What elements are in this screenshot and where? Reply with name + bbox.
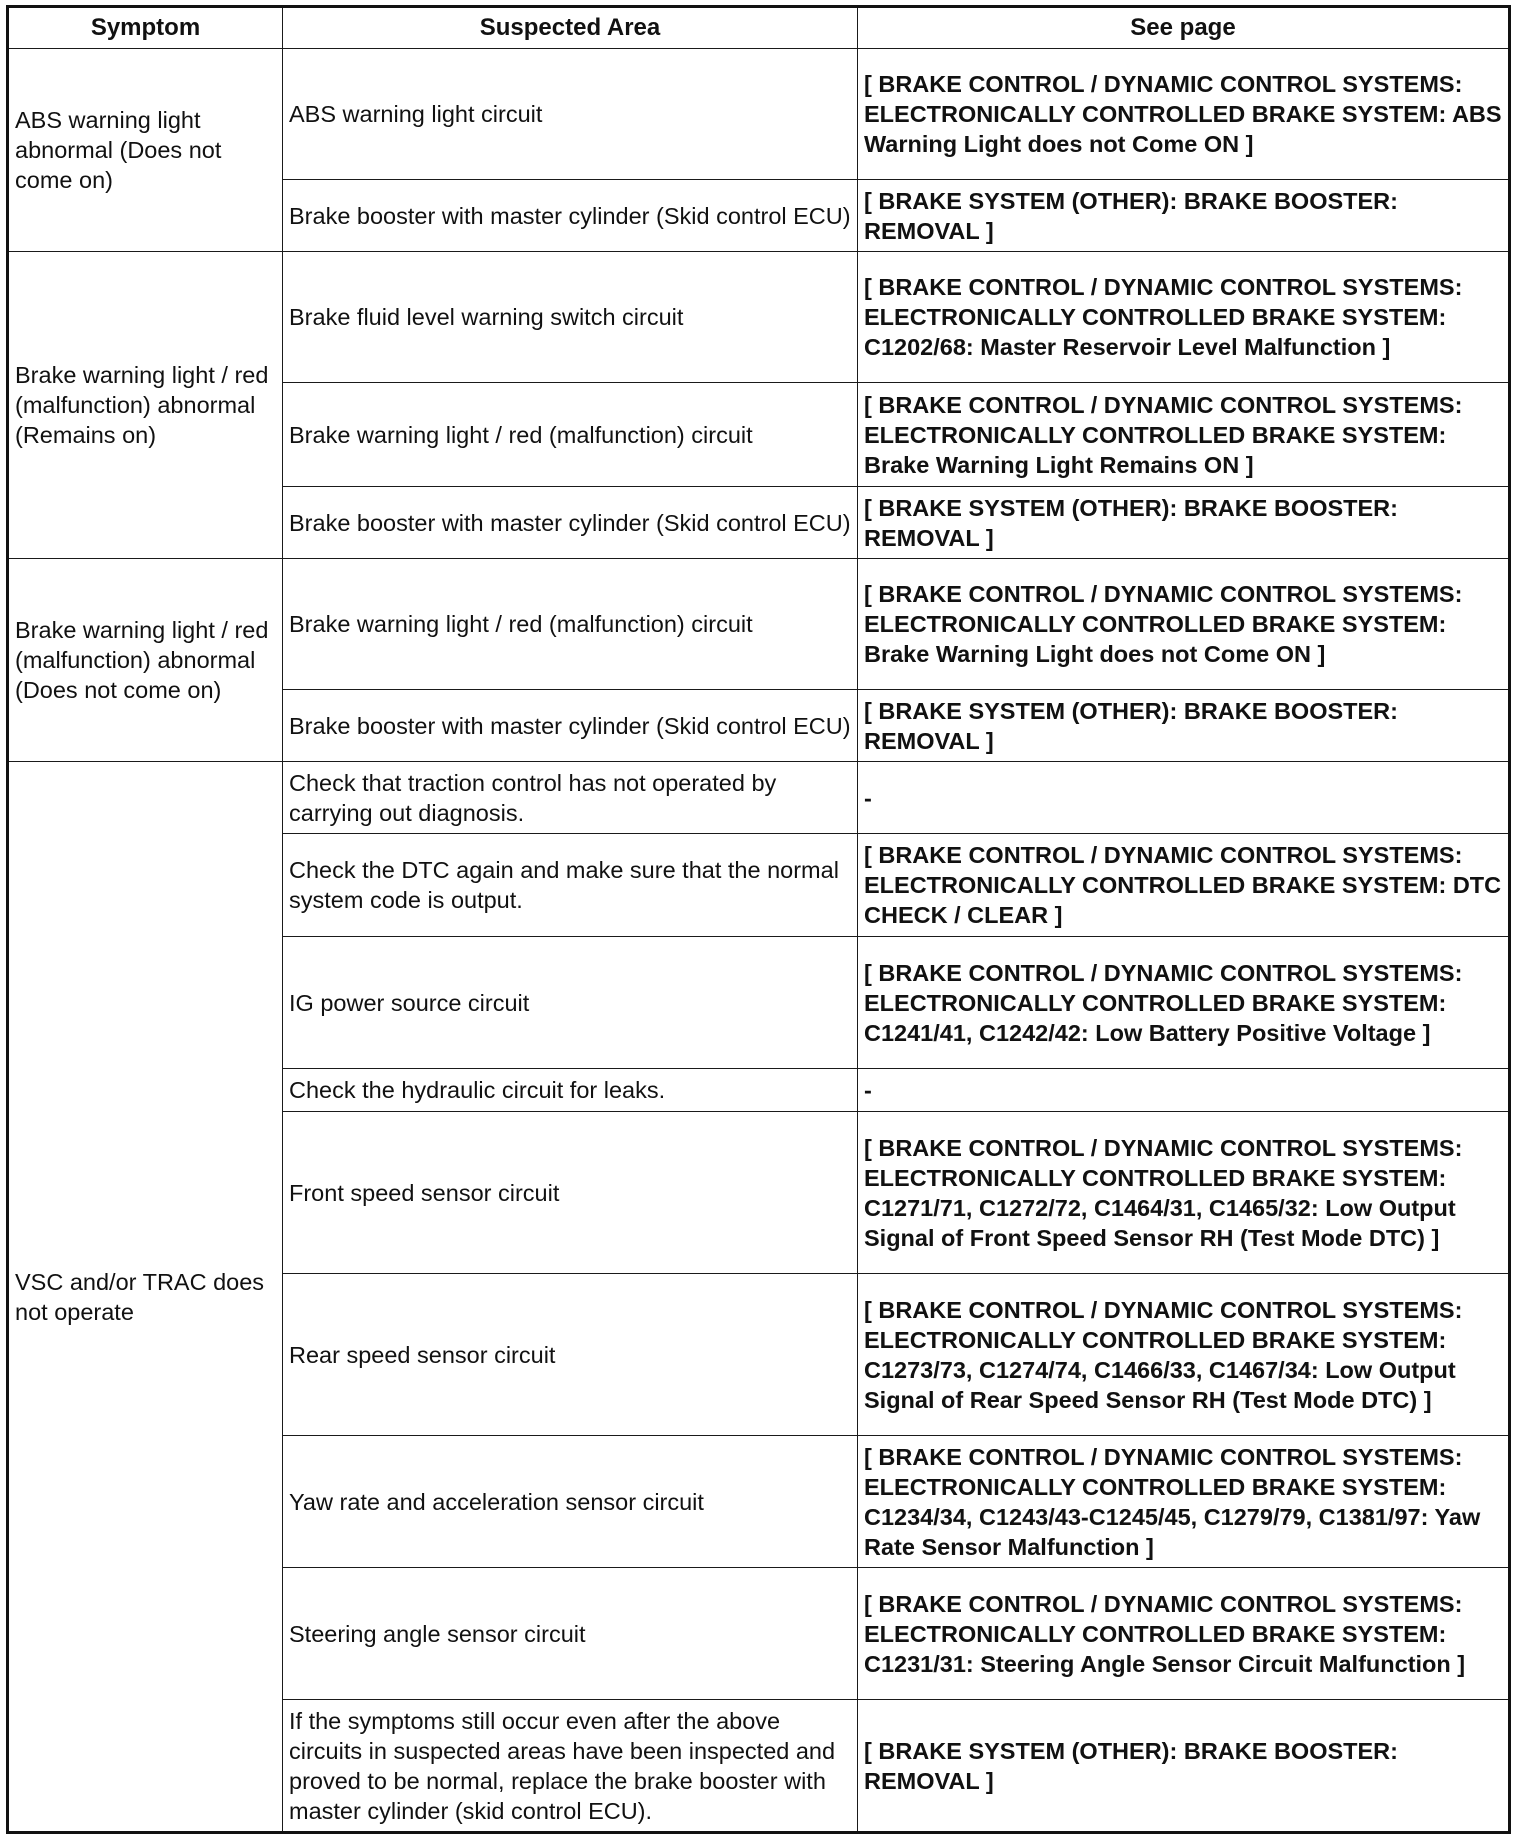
- see-page-link[interactable]: [ BRAKE SYSTEM (OTHER): BRAKE BOOSTER: REMOVAL ]: [858, 690, 1510, 762]
- header-symptom: Symptom: [8, 7, 283, 49]
- table-row: [8, 762, 1510, 834]
- suspected-area-cell: Brake warning light / red (malfunction) circuit: [283, 383, 858, 487]
- suspected-area-cell: Rear speed sensor circuit: [283, 1274, 858, 1436]
- suspected-area-cell: Check the hydraulic circuit for leaks.: [283, 1069, 858, 1112]
- see-page-link[interactable]: [ BRAKE CONTROL / DYNAMIC CONTROL SYSTEMS: ELECTRONICALLY CONTROLLED BRAKE SYSTEM: Brake Warning Light Remains ON ]: [858, 383, 1510, 487]
- suspected-area-cell: Brake warning light / red (malfunction) circuit: [283, 559, 858, 690]
- see-page-link[interactable]: [ BRAKE CONTROL / DYNAMIC CONTROL SYSTEMS: ELECTRONICALLY CONTROLLED BRAKE SYSTEM: C1202/68: Master Reservoir Level Malfunction ]: [858, 252, 1510, 383]
- header-row: [8, 7, 1510, 49]
- suspected-area-cell: Brake fluid level warning switch circuit: [283, 252, 858, 383]
- troubleshooting-table: [6, 5, 1511, 1834]
- suspected-area-cell: If the symptoms still occur even after the above circuits in suspected areas have been inspected and proved to be normal, replace the brake booster with master cylinder (skid control ECU).: [283, 1700, 858, 1833]
- suspected-area-cell: IG power source circuit: [283, 937, 858, 1069]
- table-row: [8, 252, 1510, 383]
- symptom-cell: VSC and/or TRAC does not operate: [8, 762, 283, 1833]
- suspected-area-cell: Brake booster with master cylinder (Skid control ECU): [283, 487, 858, 559]
- see-page-link: -: [858, 1069, 1510, 1112]
- see-page-link[interactable]: [ BRAKE CONTROL / DYNAMIC CONTROL SYSTEMS: ELECTRONICALLY CONTROLLED BRAKE SYSTEM: DTC CHECK / CLEAR ]: [858, 834, 1510, 937]
- table-body: [8, 49, 1510, 1833]
- symptom-cell: ABS warning light abnormal (Does not come on): [8, 49, 283, 252]
- see-page-link[interactable]: [ BRAKE CONTROL / DYNAMIC CONTROL SYSTEMS: ELECTRONICALLY CONTROLLED BRAKE SYSTEM: C1271/71, C1272/72, C1464/31, C1465/32: Low Output Signal of Front Speed Sensor RH (Test Mode DTC) ]: [858, 1112, 1510, 1274]
- see-page-link[interactable]: [ BRAKE CONTROL / DYNAMIC CONTROL SYSTEMS: ELECTRONICALLY CONTROLLED BRAKE SYSTEM: ABS Warning Light does not Come ON ]: [858, 49, 1510, 180]
- see-page-link[interactable]: [ BRAKE SYSTEM (OTHER): BRAKE BOOSTER: REMOVAL ]: [858, 1700, 1510, 1833]
- suspected-area-cell: ABS warning light circuit: [283, 49, 858, 180]
- suspected-area-cell: Check the DTC again and make sure that the normal system code is output.: [283, 834, 858, 937]
- suspected-area-cell: Steering angle sensor circuit: [283, 1568, 858, 1700]
- see-page-link[interactable]: [ BRAKE CONTROL / DYNAMIC CONTROL SYSTEMS: ELECTRONICALLY CONTROLLED BRAKE SYSTEM: C1234/34, C1243/43-C1245/45, C1279/79, C1381/97: Yaw Rate Sensor Malfunction ]: [858, 1436, 1510, 1568]
- see-page-link[interactable]: [ BRAKE CONTROL / DYNAMIC CONTROL SYSTEMS: ELECTRONICALLY CONTROLLED BRAKE SYSTEM: C1273/73, C1274/74, C1466/33, C1467/34: Low Output Signal of Rear Speed Sensor RH (Test Mode DTC) ]: [858, 1274, 1510, 1436]
- see-page-link[interactable]: [ BRAKE CONTROL / DYNAMIC CONTROL SYSTEMS: ELECTRONICALLY CONTROLLED BRAKE SYSTEM: C1241/41, C1242/42: Low Battery Positive Voltage ]: [858, 937, 1510, 1069]
- header-see-page: See page: [858, 7, 1510, 49]
- table-row: [8, 559, 1510, 690]
- see-page-link[interactable]: [ BRAKE CONTROL / DYNAMIC CONTROL SYSTEMS: ELECTRONICALLY CONTROLLED BRAKE SYSTEM: Brake Warning Light does not Come ON ]: [858, 559, 1510, 690]
- see-page-link: -: [858, 762, 1510, 834]
- suspected-area-cell: Brake booster with master cylinder (Skid control ECU): [283, 180, 858, 252]
- see-page-link[interactable]: [ BRAKE SYSTEM (OTHER): BRAKE BOOSTER: REMOVAL ]: [858, 487, 1510, 559]
- see-page-link[interactable]: [ BRAKE CONTROL / DYNAMIC CONTROL SYSTEMS: ELECTRONICALLY CONTROLLED BRAKE SYSTEM: C1231/31: Steering Angle Sensor Circuit Malfunction ]: [858, 1568, 1510, 1700]
- symptom-cell: Brake warning light / red (malfunction) abnormal (Does not come on): [8, 559, 283, 762]
- see-page-link[interactable]: [ BRAKE SYSTEM (OTHER): BRAKE BOOSTER: REMOVAL ]: [858, 180, 1510, 252]
- header-suspected-area: Suspected Area: [283, 7, 858, 49]
- suspected-area-cell: Yaw rate and acceleration sensor circuit: [283, 1436, 858, 1568]
- suspected-area-cell: Front speed sensor circuit: [283, 1112, 858, 1274]
- table-row: [8, 49, 1510, 180]
- symptom-cell: Brake warning light / red (malfunction) abnormal (Remains on): [8, 252, 283, 559]
- suspected-area-cell: Check that traction control has not operated by carrying out diagnosis.: [283, 762, 858, 834]
- suspected-area-cell: Brake booster with master cylinder (Skid control ECU): [283, 690, 858, 762]
